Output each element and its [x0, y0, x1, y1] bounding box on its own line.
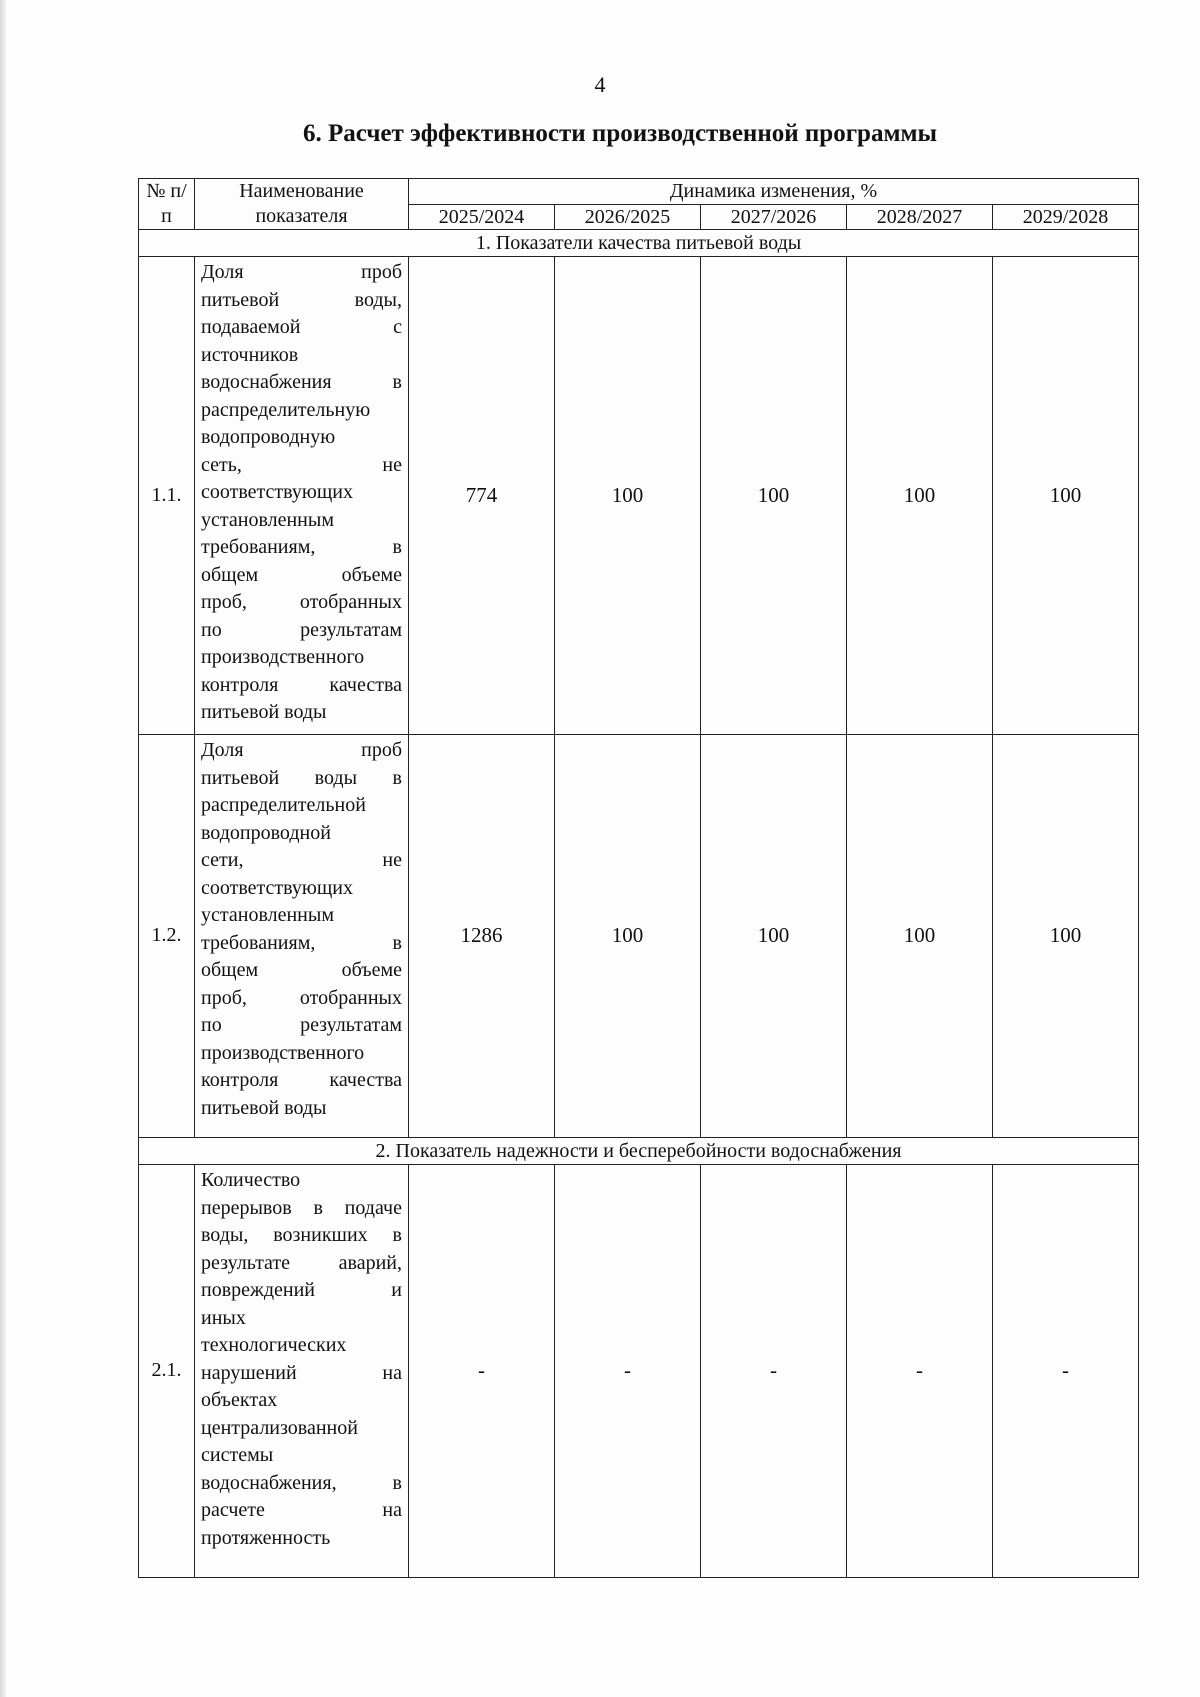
value-cell: 100: [847, 735, 993, 1138]
header-dynamics: Динамика изменения, %: [409, 179, 1139, 205]
page-number: 4: [594, 72, 606, 97]
indicator-name-line: нарушений на: [201, 1361, 402, 1384]
indicator-name-line: общем объеме: [201, 563, 402, 586]
indicator-name-line: производственного: [201, 646, 365, 668]
value-cell: 100: [701, 735, 847, 1138]
indicator-name-line: воды, возникших в: [201, 1224, 402, 1246]
value-cell: 100: [555, 735, 701, 1138]
value-cell: 100: [701, 257, 847, 735]
indicator-name-line: водопроводную: [201, 426, 336, 448]
value-cell: -: [993, 1165, 1139, 1578]
table-row: [139, 257, 1139, 735]
indicator-name-line: контроля качества: [201, 1069, 402, 1091]
indicator-name-line: распределительную: [201, 398, 371, 421]
indicator-name-line: требованиям, в: [201, 536, 402, 558]
indicator-name-line: общем объеме: [201, 959, 402, 981]
indicator-name-line: по результатам: [201, 618, 402, 641]
value-cell: -: [409, 1165, 555, 1578]
row-number: 1.2.: [139, 735, 195, 1138]
indicator-name-line: водопроводной: [201, 821, 331, 844]
header-year: 2025/2024: [409, 205, 555, 230]
indicator-name-line: Доля проб: [201, 739, 402, 761]
indicator-name-line: питьевой воды,: [201, 288, 402, 311]
indicator-name: [195, 735, 409, 1138]
value-cell: -: [555, 1165, 701, 1578]
header-year: 2028/2027: [847, 205, 993, 230]
scan-edge: [0, 0, 6, 1697]
indicator-name-line: распределительной: [201, 794, 366, 816]
indicator-name: [195, 1165, 409, 1578]
indicator-name-line: питьевой воды: [201, 1096, 327, 1119]
indicator-name-line: расчете на: [201, 1499, 402, 1521]
indicator-name-line: проб, отобранных: [201, 591, 402, 613]
indicator-name-line: проб, отобранных: [201, 986, 402, 1009]
indicator-name-line: соответствующих: [201, 876, 353, 899]
indicator-name-line: питьевой воды: [201, 701, 327, 723]
indicator-name-line: водоснабжения в: [201, 371, 402, 393]
value-cell: 100: [555, 257, 701, 735]
section-title: 1. Показатели качества питьевой воды: [139, 230, 1139, 257]
indicator-name-line: перерывов в подаче: [201, 1196, 402, 1219]
indicator-name-line: объектах: [201, 1389, 278, 1411]
header-name: Наименование показателя: [195, 179, 409, 230]
value-cell: 1286: [409, 735, 555, 1138]
value-cell: 100: [993, 257, 1139, 735]
value-cell: -: [847, 1165, 993, 1578]
indicator-name: [195, 257, 409, 735]
section-row: [139, 1138, 1139, 1165]
indicator-name-line: результате аварий,: [201, 1251, 402, 1274]
indicator-name-line: источников: [201, 343, 299, 366]
indicator-name-line: требованиям, в: [201, 931, 402, 954]
value-cell: -: [701, 1165, 847, 1578]
indicator-name-line: по результатам: [201, 1014, 402, 1036]
section-row: [139, 230, 1139, 257]
indicator-name-line: питьевой воды в: [201, 766, 402, 789]
indicator-name-line: повреждений и: [201, 1279, 402, 1301]
header-year: 2027/2026: [701, 205, 847, 230]
table-row: [139, 735, 1139, 1138]
indicator-name-line: водоснабжения, в: [201, 1471, 402, 1494]
indicator-name-line: подаваемой с: [201, 316, 402, 338]
row-number: 2.1.: [139, 1165, 195, 1578]
indicator-name-line: системы: [201, 1444, 274, 1466]
table-row: [139, 1165, 1139, 1578]
indicator-name-line: сеть, не: [201, 453, 402, 476]
section-title: 2. Показатель надежности и бесперебойности водоснабжения: [139, 1138, 1139, 1165]
value-cell: 100: [847, 257, 993, 735]
indicator-name-line: установленным: [201, 508, 334, 531]
value-cell: 100: [993, 735, 1139, 1138]
page-title: 6. Расчет эффективности производственной программы: [302, 120, 938, 147]
table-header-row: [139, 179, 1139, 205]
indicator-name-line: Количество: [201, 1169, 301, 1191]
indicator-name-line: технологических: [201, 1334, 347, 1356]
indicator-name-line: централизованной: [201, 1416, 358, 1439]
indicator-name-line: иных: [201, 1306, 246, 1329]
table-body: [139, 230, 1139, 1578]
row-number: 1.1.: [139, 257, 195, 735]
indicator-name-line: установленным: [201, 904, 334, 926]
value-cell: 774: [409, 257, 555, 735]
indicator-name-line: протяженность: [201, 1526, 331, 1549]
header-year: 2026/2025: [555, 205, 701, 230]
indicator-name-line: соответствующих: [201, 481, 353, 503]
header-year: 2029/2028: [993, 205, 1139, 230]
header-num: № п/п: [139, 179, 195, 230]
indicator-name-line: сети, не: [201, 849, 402, 871]
indicator-name-line: Доля проб: [201, 261, 402, 283]
indicator-name-line: производственного: [201, 1041, 365, 1064]
indicator-name-line: контроля качества: [201, 673, 402, 696]
indicators-table: [138, 178, 1139, 1578]
